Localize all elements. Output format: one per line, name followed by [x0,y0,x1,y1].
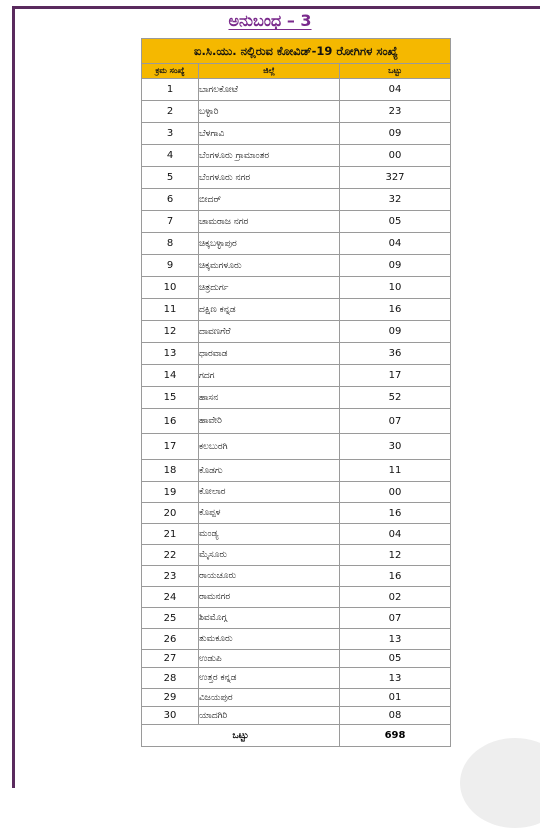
table-row [142,460,451,482]
table-row [142,566,451,587]
district-name-cell: ಗದಗ [199,365,340,387]
serial-number-cell: 4 [142,145,199,167]
district-name-cell: ದಕ್ಷಿಣ ಕನ್ನಡ [199,299,340,321]
icu-cases-table [141,38,451,747]
serial-number-cell: 18 [142,460,199,482]
table-row [142,101,451,123]
page-frame-left [12,6,15,788]
district-name-cell: ಚಿತ್ರದುರ್ಗ [199,277,340,299]
district-name-cell: ರಾಯಚೂರು [199,566,340,587]
district-name-cell: ಚಿಕ್ಕಮಗಳೂರು [199,255,340,277]
table-row [142,524,451,545]
case-count-cell: 05 [340,211,451,233]
column-header-total: ಒಟ್ಟು [340,64,451,79]
district-name-cell: ರಾಮನಗರ [199,587,340,608]
column-header-serial: ಕ್ರಮ ಸಂಖ್ಯೆ [142,64,199,79]
serial-number-cell: 7 [142,211,199,233]
table-row [142,409,451,434]
case-count-cell: 09 [340,255,451,277]
case-count-cell: 09 [340,123,451,145]
district-name-cell: ಬಾಗಲಕೋಟೆ [199,79,340,101]
table-title: ಐ.ಸಿ.ಯು. ನಲ್ಲಿರುವ ಕೋವಿಡ್-19 ರೋಗಿಗಳ ಸಂಖ್ಯೆ [142,39,451,64]
district-name-cell: ಕಲಬುರಗಿ [199,434,340,460]
table-row [142,123,451,145]
serial-number-cell: 14 [142,365,199,387]
serial-number-cell: 9 [142,255,199,277]
district-name-cell: ವಿಜಯಪುರ [199,689,340,707]
table-row [142,145,451,167]
district-name-cell: ಧಾರವಾಡ [199,343,340,365]
table-row [142,277,451,299]
case-count-cell: 327 [340,167,451,189]
district-name-cell: ಯಾದಗಿರಿ [199,707,340,725]
case-count-cell: 30 [340,434,451,460]
district-name-cell: ಮಂಡ್ಯ [199,524,340,545]
serial-number-cell: 26 [142,629,199,650]
case-count-cell: 01 [340,689,451,707]
serial-number-cell: 8 [142,233,199,255]
table-body [142,79,451,725]
corner-glare [460,738,540,828]
district-name-cell: ಶಿವಮೊಗ್ಗ [199,608,340,629]
serial-number-cell: 15 [142,387,199,409]
district-name-cell: ಚಿಕ್ಕಬಳ್ಳಾಪುರ [199,233,340,255]
case-count-cell: 00 [340,482,451,503]
serial-number-cell: 22 [142,545,199,566]
district-name-cell: ಕೊಡಗು [199,460,340,482]
case-count-cell: 09 [340,321,451,343]
serial-number-cell: 11 [142,299,199,321]
district-name-cell: ಬೆಂಗಳೂರು ನಗರ [199,167,340,189]
table-row [142,189,451,211]
total-label: ಒಟ್ಟು [142,725,340,747]
serial-number-cell: 16 [142,409,199,434]
table-row [142,689,451,707]
case-count-cell: 16 [340,503,451,524]
table-row [142,503,451,524]
case-count-cell: 05 [340,650,451,668]
serial-number-cell: 25 [142,608,199,629]
case-count-cell: 11 [340,460,451,482]
serial-number-cell: 3 [142,123,199,145]
serial-number-cell: 13 [142,343,199,365]
case-count-cell: 00 [340,145,451,167]
serial-number-cell: 17 [142,434,199,460]
table-row [142,650,451,668]
case-count-cell: 17 [340,365,451,387]
table-row [142,587,451,608]
serial-number-cell: 27 [142,650,199,668]
table-row [142,545,451,566]
district-name-cell: ಚಾಮರಾಜ ನಗರ [199,211,340,233]
table-row [142,167,451,189]
serial-number-cell: 10 [142,277,199,299]
table-row [142,299,451,321]
table-row [142,321,451,343]
column-header-district: ಜಿಲ್ಲೆ [199,64,340,79]
table-row [142,233,451,255]
district-name-cell: ಕೊಪ್ಪಳ [199,503,340,524]
case-count-cell: 23 [340,101,451,123]
case-count-cell: 07 [340,608,451,629]
serial-number-cell: 1 [142,79,199,101]
case-count-cell: 04 [340,524,451,545]
case-count-cell: 32 [340,189,451,211]
district-name-cell: ದಾವಣಗೆರೆ [199,321,340,343]
serial-number-cell: 6 [142,189,199,211]
table-row [142,668,451,689]
case-count-cell: 13 [340,629,451,650]
table-row [142,79,451,101]
case-count-cell: 07 [340,409,451,434]
case-count-cell: 36 [340,343,451,365]
district-name-cell: ಬೀದರ್ [199,189,340,211]
serial-number-cell: 12 [142,321,199,343]
district-name-cell: ತುಮಕೂರು [199,629,340,650]
serial-number-cell: 28 [142,668,199,689]
serial-number-cell: 19 [142,482,199,503]
case-count-cell: 12 [340,545,451,566]
case-count-cell: 04 [340,233,451,255]
table-row [142,365,451,387]
serial-number-cell: 30 [142,707,199,725]
table-row [142,387,451,409]
case-count-cell: 08 [340,707,451,725]
serial-number-cell: 24 [142,587,199,608]
district-name-cell: ಕೋಲಾರ [199,482,340,503]
table-row [142,434,451,460]
case-count-cell: 52 [340,387,451,409]
page-frame-top [12,6,540,9]
annexure-heading: ಅನುಬಂಧ – 3 [228,11,312,30]
table-row [142,482,451,503]
case-count-cell: 02 [340,587,451,608]
district-name-cell: ಹಾಸನ [199,387,340,409]
table-row [142,707,451,725]
table-row [142,211,451,233]
district-name-cell: ಬೆಂಗಳೂರು ಗ್ರಾಮಾಂತರ [199,145,340,167]
district-name-cell: ಬಳ್ಳಾರಿ [199,101,340,123]
serial-number-cell: 23 [142,566,199,587]
table-row [142,608,451,629]
district-name-cell: ಉಡುಪಿ [199,650,340,668]
district-name-cell: ಬೆಳಗಾವಿ [199,123,340,145]
district-name-cell: ಮೈಸೂರು [199,545,340,566]
total-value: 698 [340,725,451,747]
table-row [142,629,451,650]
case-count-cell: 10 [340,277,451,299]
case-count-cell: 16 [340,566,451,587]
table-row [142,343,451,365]
serial-number-cell: 21 [142,524,199,545]
case-count-cell: 04 [340,79,451,101]
district-name-cell: ಉತ್ತರ ಕನ್ನಡ [199,668,340,689]
table-row [142,255,451,277]
case-count-cell: 16 [340,299,451,321]
serial-number-cell: 20 [142,503,199,524]
district-name-cell: ಹಾವೇರಿ [199,409,340,434]
case-count-cell: 13 [340,668,451,689]
serial-number-cell: 29 [142,689,199,707]
serial-number-cell: 5 [142,167,199,189]
serial-number-cell: 2 [142,101,199,123]
